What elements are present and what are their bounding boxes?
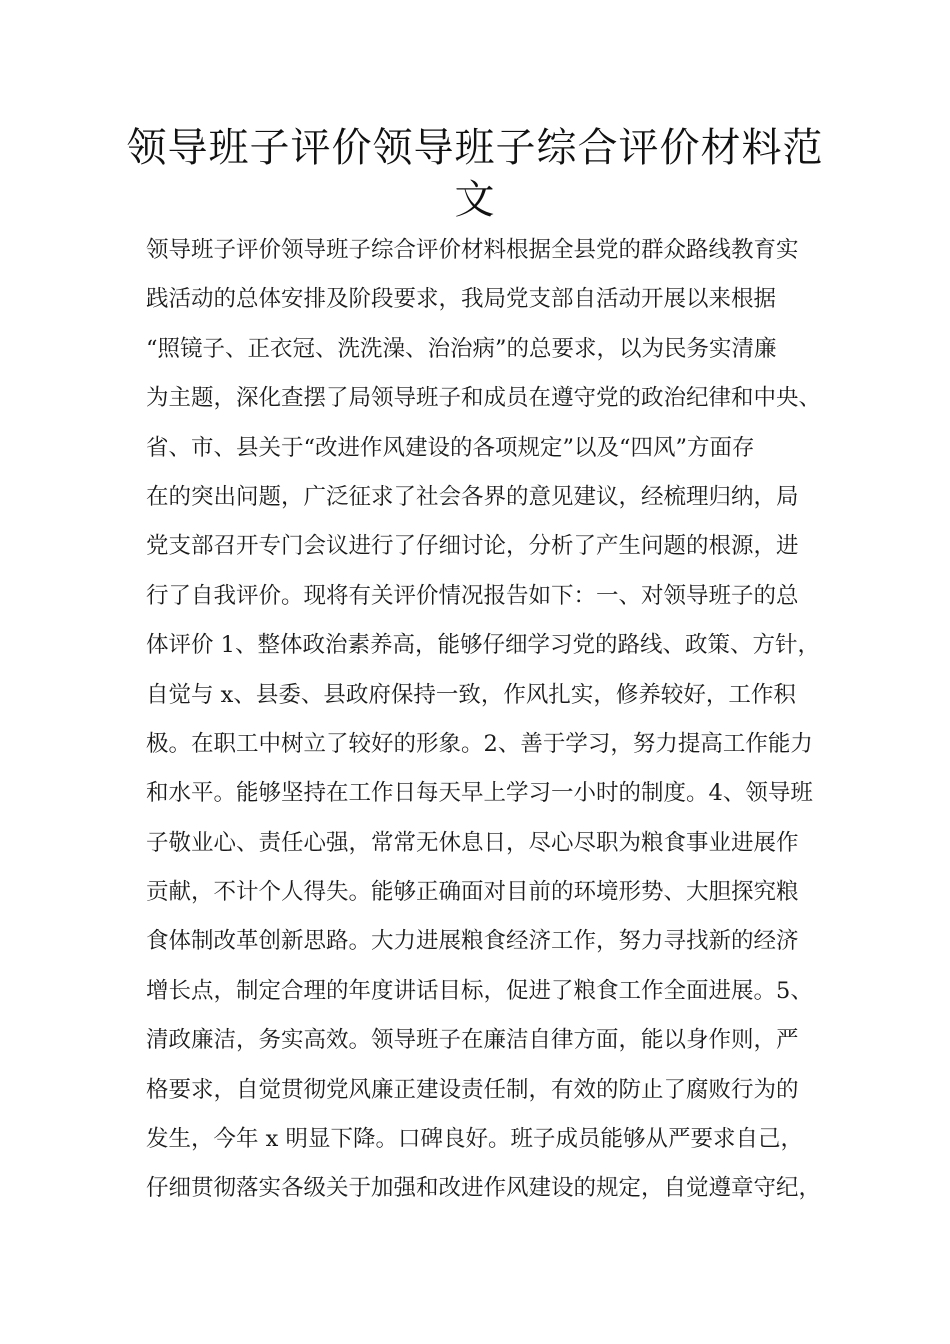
body-line: 为主题，深化查摆了局领导班子和成员在遵守党的政治纪律和中央、 bbox=[146, 385, 822, 412]
body-line: 增长点，制定合理的年度讲话目标，促进了粮食工作全面进展。5、 bbox=[146, 977, 813, 1004]
body-line: 行了自我评价。现将有关评价情况报告如下：一、对领导班子的总 bbox=[146, 582, 799, 609]
body-line: 体评价 1、整体政治素养高，能够仔细学习党的路线、政策、方针， bbox=[146, 632, 820, 659]
body-line: 和水平。能够坚持在工作日每天早上学习一小时的制度。4、领导班 bbox=[146, 780, 813, 807]
document-title: 领导班子评价领导班子综合评价材料范文 bbox=[126, 125, 824, 223]
body-line: 自觉与 x、县委、县政府保持一致，作风扎实，修养较好，工作积 bbox=[146, 681, 796, 708]
body-line: 发生，今年 x 明显下降。口碑良好。班子成员能够从严要求自己， bbox=[146, 1126, 803, 1153]
body-line: 格要求，自觉贯彻党风廉正建设责任制，有效的防止了腐败行为的 bbox=[146, 1076, 799, 1103]
body-line: 领导班子评价领导班子综合评价材料根据全县党的群众路线教育实 bbox=[146, 237, 799, 263]
body-line: 极。在职工中树立了较好的形象。2、善于学习，努力提高工作能力 bbox=[146, 730, 813, 757]
body-line: 清政廉洁，务实高效。领导班子在廉洁自律方面，能以身作则，严 bbox=[146, 1027, 799, 1054]
document-body bbox=[146, 226, 826, 1214]
body-line: 省、市、县关于“改进作风建设的各项规定”以及“四风”方面存 bbox=[146, 434, 755, 461]
body-line: “照镜子、正衣冠、洗洗澡、治治病”的总要求，以为民务实清廉 bbox=[146, 335, 777, 362]
body-line: 子敬业心、责任心强，常常无休息日，尽心尽职为粮食事业进展作 bbox=[146, 829, 799, 856]
body-line: 党支部召开专门会议进行了仔细讨论，分析了产生问题的根源，进 bbox=[146, 533, 799, 560]
body-line: 仔细贯彻落实各级关于加强和改进作风建设的规定，自觉遵章守纪， bbox=[146, 1175, 822, 1202]
body-line: 贡献，不计个人得失。能够正确面对目前的环境形势、大胆探究粮 bbox=[146, 879, 799, 906]
body-line: 食体制改革创新思路。大力进展粮食经济工作，努力寻找新的经济 bbox=[146, 928, 799, 955]
body-line: 践活动的总体安排及阶段要求，我局党支部自活动开展以来根据 bbox=[146, 286, 777, 313]
body-line: 在的突出问题，广泛征求了社会各界的意见建议，经梳理归纳，局 bbox=[146, 483, 799, 510]
